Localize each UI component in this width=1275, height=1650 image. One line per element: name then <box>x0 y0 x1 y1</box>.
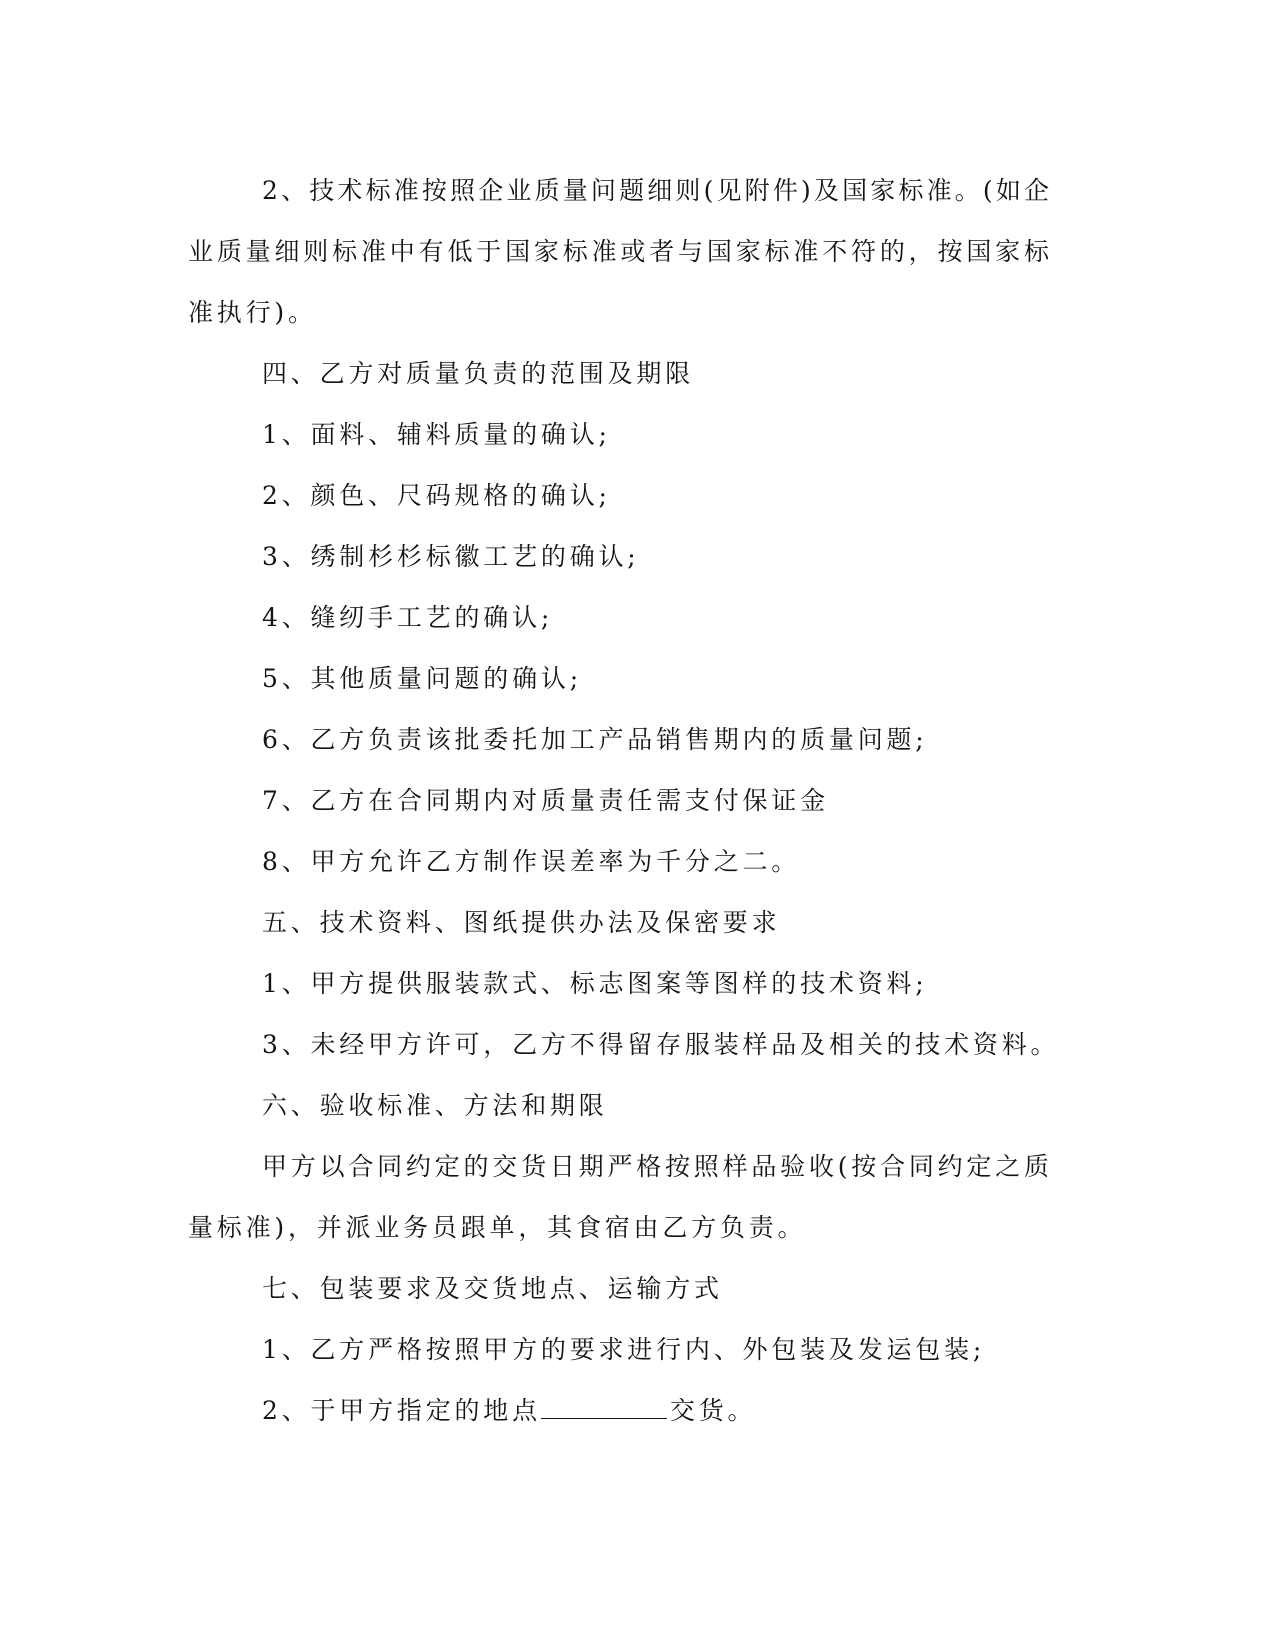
list-item <box>188 404 1052 465</box>
blank-field-underline <box>541 1396 667 1419</box>
list-item <box>188 465 1052 526</box>
text-line: 业质量细则标准中有低于国家标准或者与国家标准不符的，按国家标 <box>188 237 1052 266</box>
text-line: 8、甲方允许乙方制作误差率为千分之二。 <box>262 847 801 876</box>
text-line: 7、乙方在合同期内对质量责任需支付保证金 <box>262 786 829 815</box>
heading-line: 七、包装要求及交货地点、运输方式 <box>262 1274 723 1303</box>
text-line: 1、面料、辅料质量的确认; <box>262 420 611 449</box>
section-heading-acceptance <box>188 1075 1052 1136</box>
section-heading-technical-materials <box>188 892 1052 953</box>
delivery-location-clause <box>188 1380 1052 1441</box>
text-line: 5、其他质量问题的确认; <box>262 664 582 693</box>
text-line: 6、乙方负责该批委托加工产品销售期内的质量问题; <box>262 725 928 754</box>
text-line: 1、乙方严格按照甲方的要求进行内、外包装及发运包装; <box>262 1335 986 1364</box>
list-item <box>188 709 1052 770</box>
list-item <box>188 587 1052 648</box>
text-line: 4、缝纫手工艺的确认; <box>262 603 554 632</box>
text-line: 甲方以合同约定的交货日期严格按照样品验收(按合同约定之质 <box>262 1152 1052 1181</box>
heading-line: 五、技术资料、图纸提供办法及保密要求 <box>262 908 781 937</box>
text-line: 准执行)。 <box>188 298 317 327</box>
text-line: 1、甲方提供服装款式、标志图案等图样的技术资料; <box>262 969 928 998</box>
text-line <box>188 1380 1052 1441</box>
list-item <box>188 1319 1052 1380</box>
heading-line: 六、验收标准、方法和期限 <box>262 1091 608 1120</box>
document-page <box>188 160 1060 1441</box>
paragraph-technical-standard <box>188 160 1052 343</box>
list-item <box>188 648 1052 709</box>
section-heading-packaging-delivery <box>188 1258 1052 1319</box>
text-line: 2、颜色、尺码规格的确认; <box>262 481 611 510</box>
paragraph-acceptance <box>188 1136 1052 1258</box>
list-item <box>188 953 1052 1014</box>
heading-line: 四、乙方对质量负责的范围及期限 <box>262 359 695 388</box>
text-line: 量标准)，并派业务员跟单，其食宿由乙方负责。 <box>188 1213 807 1242</box>
section-heading-quality-responsibility <box>188 343 1052 404</box>
text-line: 3、绣制杉杉标徽工艺的确认; <box>262 542 640 571</box>
clause-text-before: 2、于甲方指定的地点 <box>262 1396 541 1425</box>
text-line: 3、未经甲方许可，乙方不得留存服装样品及相关的技术资料。 <box>262 1030 1060 1059</box>
list-item <box>188 1014 1060 1075</box>
clause-text-after: 交货。 <box>669 1396 757 1425</box>
list-item <box>188 770 1052 831</box>
text-line: 2、技术标准按照企业质量问题细则(见附件)及国家标准。(如企 <box>262 176 1052 205</box>
list-item <box>188 831 1052 892</box>
list-item <box>188 526 1052 587</box>
